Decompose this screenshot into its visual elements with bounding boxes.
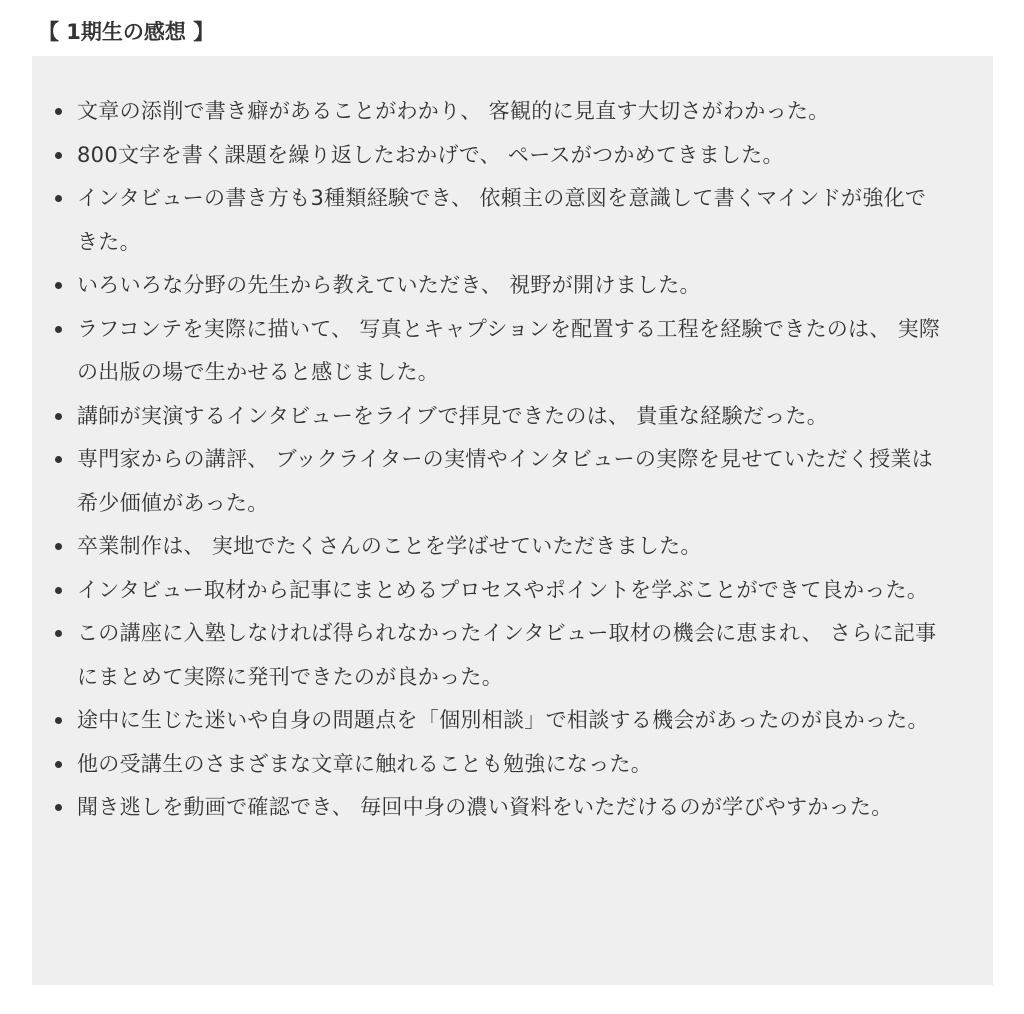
list-item-text: 途中に生じた迷いや自身の問題点を「個別相談」で相談する機会があったのが良かった。 [77,708,929,732]
list-item [77,786,947,830]
list-item-text: いろいろな分野の先生から教えていただき、 視野が開けました。 [77,273,701,297]
list-item [77,90,947,134]
list-item-text: 専門家からの講評、 ブックライターの実情やインタビューの実際を見せていただく授業は希少価値があった。 [77,447,934,515]
testimonials-list [77,90,947,830]
list-item-text: インタビューの書き方も3種類経験でき、 依頼主の意図を意識して書くマインドが強化できた。 [77,186,927,254]
bullet-icon [55,152,62,159]
bullet-icon [55,195,62,202]
list-item [77,612,947,699]
list-item-text: インタビュー取材から記事にまとめるプロセスやポイントを学ぶことができて良かった。 [77,577,929,602]
list-item [77,395,947,439]
bullet-icon [55,717,62,724]
bullet-icon [55,804,62,811]
bullet-icon [55,543,62,550]
list-item-text: この講座に入塾しなければ得られなかったインタビュー取材の機会に恵まれ、 さらに記事にまとめて実際に発刊できたのが良かった。 [77,621,937,689]
list-item-text: 卒業制作は、 実地でたくさんのことを学ばせていただきました。 [77,534,702,558]
bullet-icon [55,108,62,115]
list-item-text: 聞き逃しを動画で確認でき、 毎回中身の濃い資料をいただけるのが学びやすかった。 [77,795,893,819]
list-item [77,743,947,787]
bullet-icon [55,630,62,637]
list-item [77,264,947,308]
list-item-text: 他の受講生のさまざまな文章に触れることも勉強になった。 [77,751,653,776]
bullet-icon [55,456,62,463]
list-item-text: 講師が実演するインタビューをライブで拝見できたのは、 貴重な経験だった。 [77,403,829,428]
list-item [77,308,947,395]
list-item [77,177,947,264]
list-item [77,438,947,525]
list-item [77,525,947,569]
list-item-text: ラフコンテを実際に描いて、 写真とキャプションを配置する工程を経験できたのは、 実際の出版の場で生かせると感じました。 [77,316,941,384]
list-item [77,569,947,613]
section-heading: 【 1期生の感想 】 [38,20,215,44]
bullet-icon [55,282,62,289]
bullet-icon [55,587,62,594]
bullet-icon [55,326,62,333]
testimonials-box [32,56,993,985]
bullet-icon [55,761,62,768]
list-item-text: 800文字を書く課題を繰り返したおかげで、 ペースがつかめてきました。 [77,142,784,167]
list-item-text: 文章の添削で書き癖があることがわかり、 客観的に見直す大切さがわかった。 [77,99,830,123]
list-item [77,699,947,743]
bullet-icon [55,413,62,420]
list-item [77,134,947,178]
